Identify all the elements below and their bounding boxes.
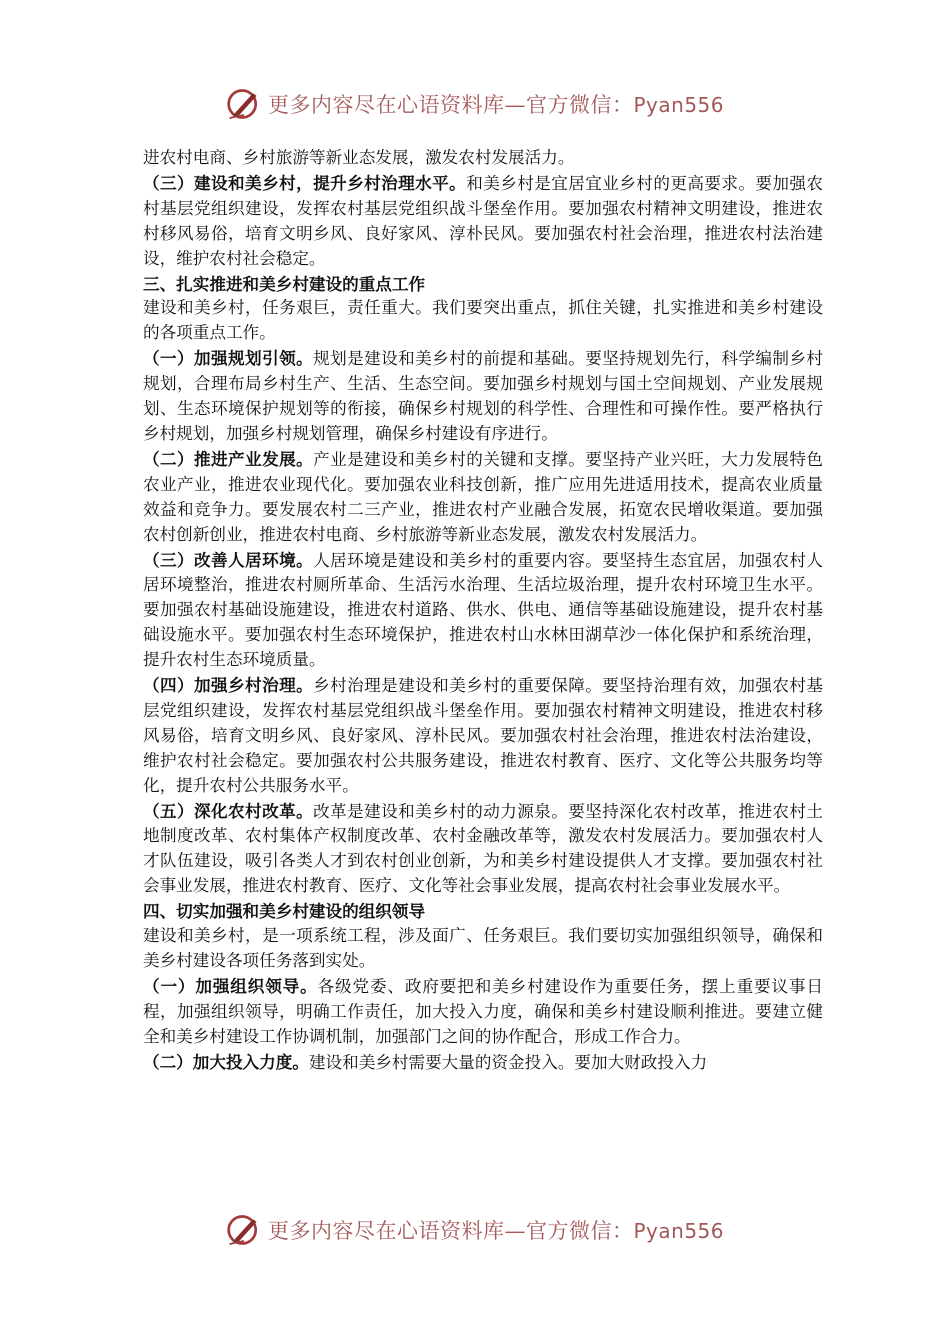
footer-banner-text: 更多内容尽在心语资料库—官方微信：Pyan556: [267, 1219, 724, 1243]
paragraph-lead: （二）加大投入力度。: [143, 1051, 309, 1072]
pen-logo-icon: [226, 86, 262, 122]
paragraph: [143, 1050, 823, 1076]
paragraph: [143, 171, 823, 272]
header-banner-id: Pyan556: [633, 93, 724, 117]
paragraph-text: 改革是建设和美乡村的动力源泉。要坚持深化农村改革，推进农村土地制度改革、农村集体产权制度改革、农村金融改革等，激发农村发展活力。要加强农村人才队伍建设，吸引各类人才到农村创业创新，为和美乡村建设提供人才支撑。要加强农村社会事业发展，推进农村教育、医疗、文化等社会事业发展，提高农村社会事业发展水平。: [143, 801, 824, 896]
header-banner: [0, 84, 950, 124]
footer-banner: [0, 1210, 950, 1250]
paragraph: [143, 673, 823, 799]
paragraph-text: 乡村治理是建设和美乡村的重要保障。要坚持治理有效，加强农村基层党组织建设，发挥农村基层党组织战斗堡垒作用。要加强农村精神文明建设，推进农村移风易俗，培育文明乡风、良好家风、淳朴民风。要加强农村社会治理，推进农村法治建设，维护农村社会稳定。要加强农村公共服务建设，推进农村教育、医疗、文化等公共服务均等化，提升农村公共服务水平。: [143, 676, 824, 795]
paragraph: [143, 548, 823, 674]
paragraph: [143, 447, 823, 548]
document-body: [143, 146, 823, 1076]
paragraph: [143, 146, 823, 171]
paragraph-text: 建设和美乡村需要大量的资金投入。要加大财政投入力: [308, 1052, 708, 1072]
section-heading: 四、切实加强和美乡村建设的组织领导: [143, 901, 426, 922]
paragraph-text: 各级党委、政府要把和美乡村建设作为重要任务，摆上重要议事日程，加强组织领导，明确工作责任，加大投入力度，确保和美乡村建设顺利推进。要建立健全和美乡村建设工作协调机制，加强部门之间的协作配合，形成工作合力。: [143, 976, 824, 1046]
header-banner-text: 更多内容尽在心语资料库—官方微信：Pyan556: [267, 93, 724, 117]
paragraph-lead: （三）建设和美乡村，提升乡村治理水平。: [143, 172, 467, 193]
pen-logo-icon: [226, 1212, 262, 1248]
paragraph-text: 和美乡村是宜居宜业乡村的更高要求。要加强农村基层党组织建设，发挥农村基层党组织战斗堡垒作用。要加强农村精神文明建设，推进农村移风易俗，培育文明乡风、良好家风、淳朴民风。要加强农村社会治理，推进农村法治建设，维护农村社会稳定。: [143, 173, 824, 268]
paragraph-lead: （五）深化农村改革。: [143, 800, 314, 821]
section-heading: 三、扎实推进和美乡村建设的重点工作: [143, 273, 426, 294]
paragraph-text: 建设和美乡村，任务艰巨，责任重大。我们要突出重点，抓住关键，扎实推进和美乡村建设的各项重点工作。: [143, 298, 823, 343]
paragraph-text: 人居环境是建设和美乡村的重要内容。要坚持生态宜居，加强农村人居环境整治，推进农村厕所革命、生活污水治理、生活垃圾治理，提升农村环境卫生水平。要加强农村基础设施建设，推进农村道路、供水、供电、通信等基础设施建设，提升农村基础设施水平。要加强农村生态环境保护，推进农村山水林田湖草沙一体化保护和系统治理，提升农村生态环境质量。: [143, 550, 824, 670]
paragraph-text: 进农村电商、乡村旅游等新业态发展，激发农村发展活力。: [143, 148, 575, 167]
paragraph-lead: （一）加强规划引领。: [143, 348, 314, 369]
paragraph-lead: （四）加强乡村治理。: [143, 675, 314, 696]
paragraph-lead: （一）加强组织领导。: [143, 975, 318, 996]
paragraph-text: 建设和美乡村，是一项系统工程，涉及面广、任务艰巨。我们要切实加强组织领导，确保和美乡村建设各项任务落到实处。: [143, 926, 823, 970]
paragraph-text: 规划是建设和美乡村的前提和基础。要坚持规划先行，科学编制乡村规划，合理布局乡村生产、生活、生态空间。要加强乡村规划与国土空间规划、产业发展规划、生态环境保护规划等的衔接，确保乡村规划的科学性、合理性和可操作性。要严格执行乡村规划，加强乡村规划管理，确保乡村建设有序进行。: [143, 349, 824, 443]
paragraph-lead: （二）推进产业发展。: [143, 448, 314, 469]
paragraph: [143, 346, 823, 447]
paragraph: [143, 296, 823, 346]
paragraph: [143, 974, 823, 1050]
paragraph-text: 产业是建设和美乡村的关键和支撑。要坚持产业兴旺，大力发展特色农业产业，推进农业现代化。要加强农业科技创新，推广应用先进适用技术，提高农业质量效益和竞争力。要发展农村二三产业，推进农村产业融合发展，拓宽农民增收渠道。要加强农村创新创业，推进农村电商、乡村旅游等新业态发展，激发农村发展活力。: [143, 449, 824, 544]
paragraph: [143, 799, 823, 900]
paragraph: [143, 924, 823, 974]
footer-banner-id: Pyan556: [633, 1219, 724, 1243]
paragraph-lead: （三）改善人居环境。: [143, 549, 314, 570]
